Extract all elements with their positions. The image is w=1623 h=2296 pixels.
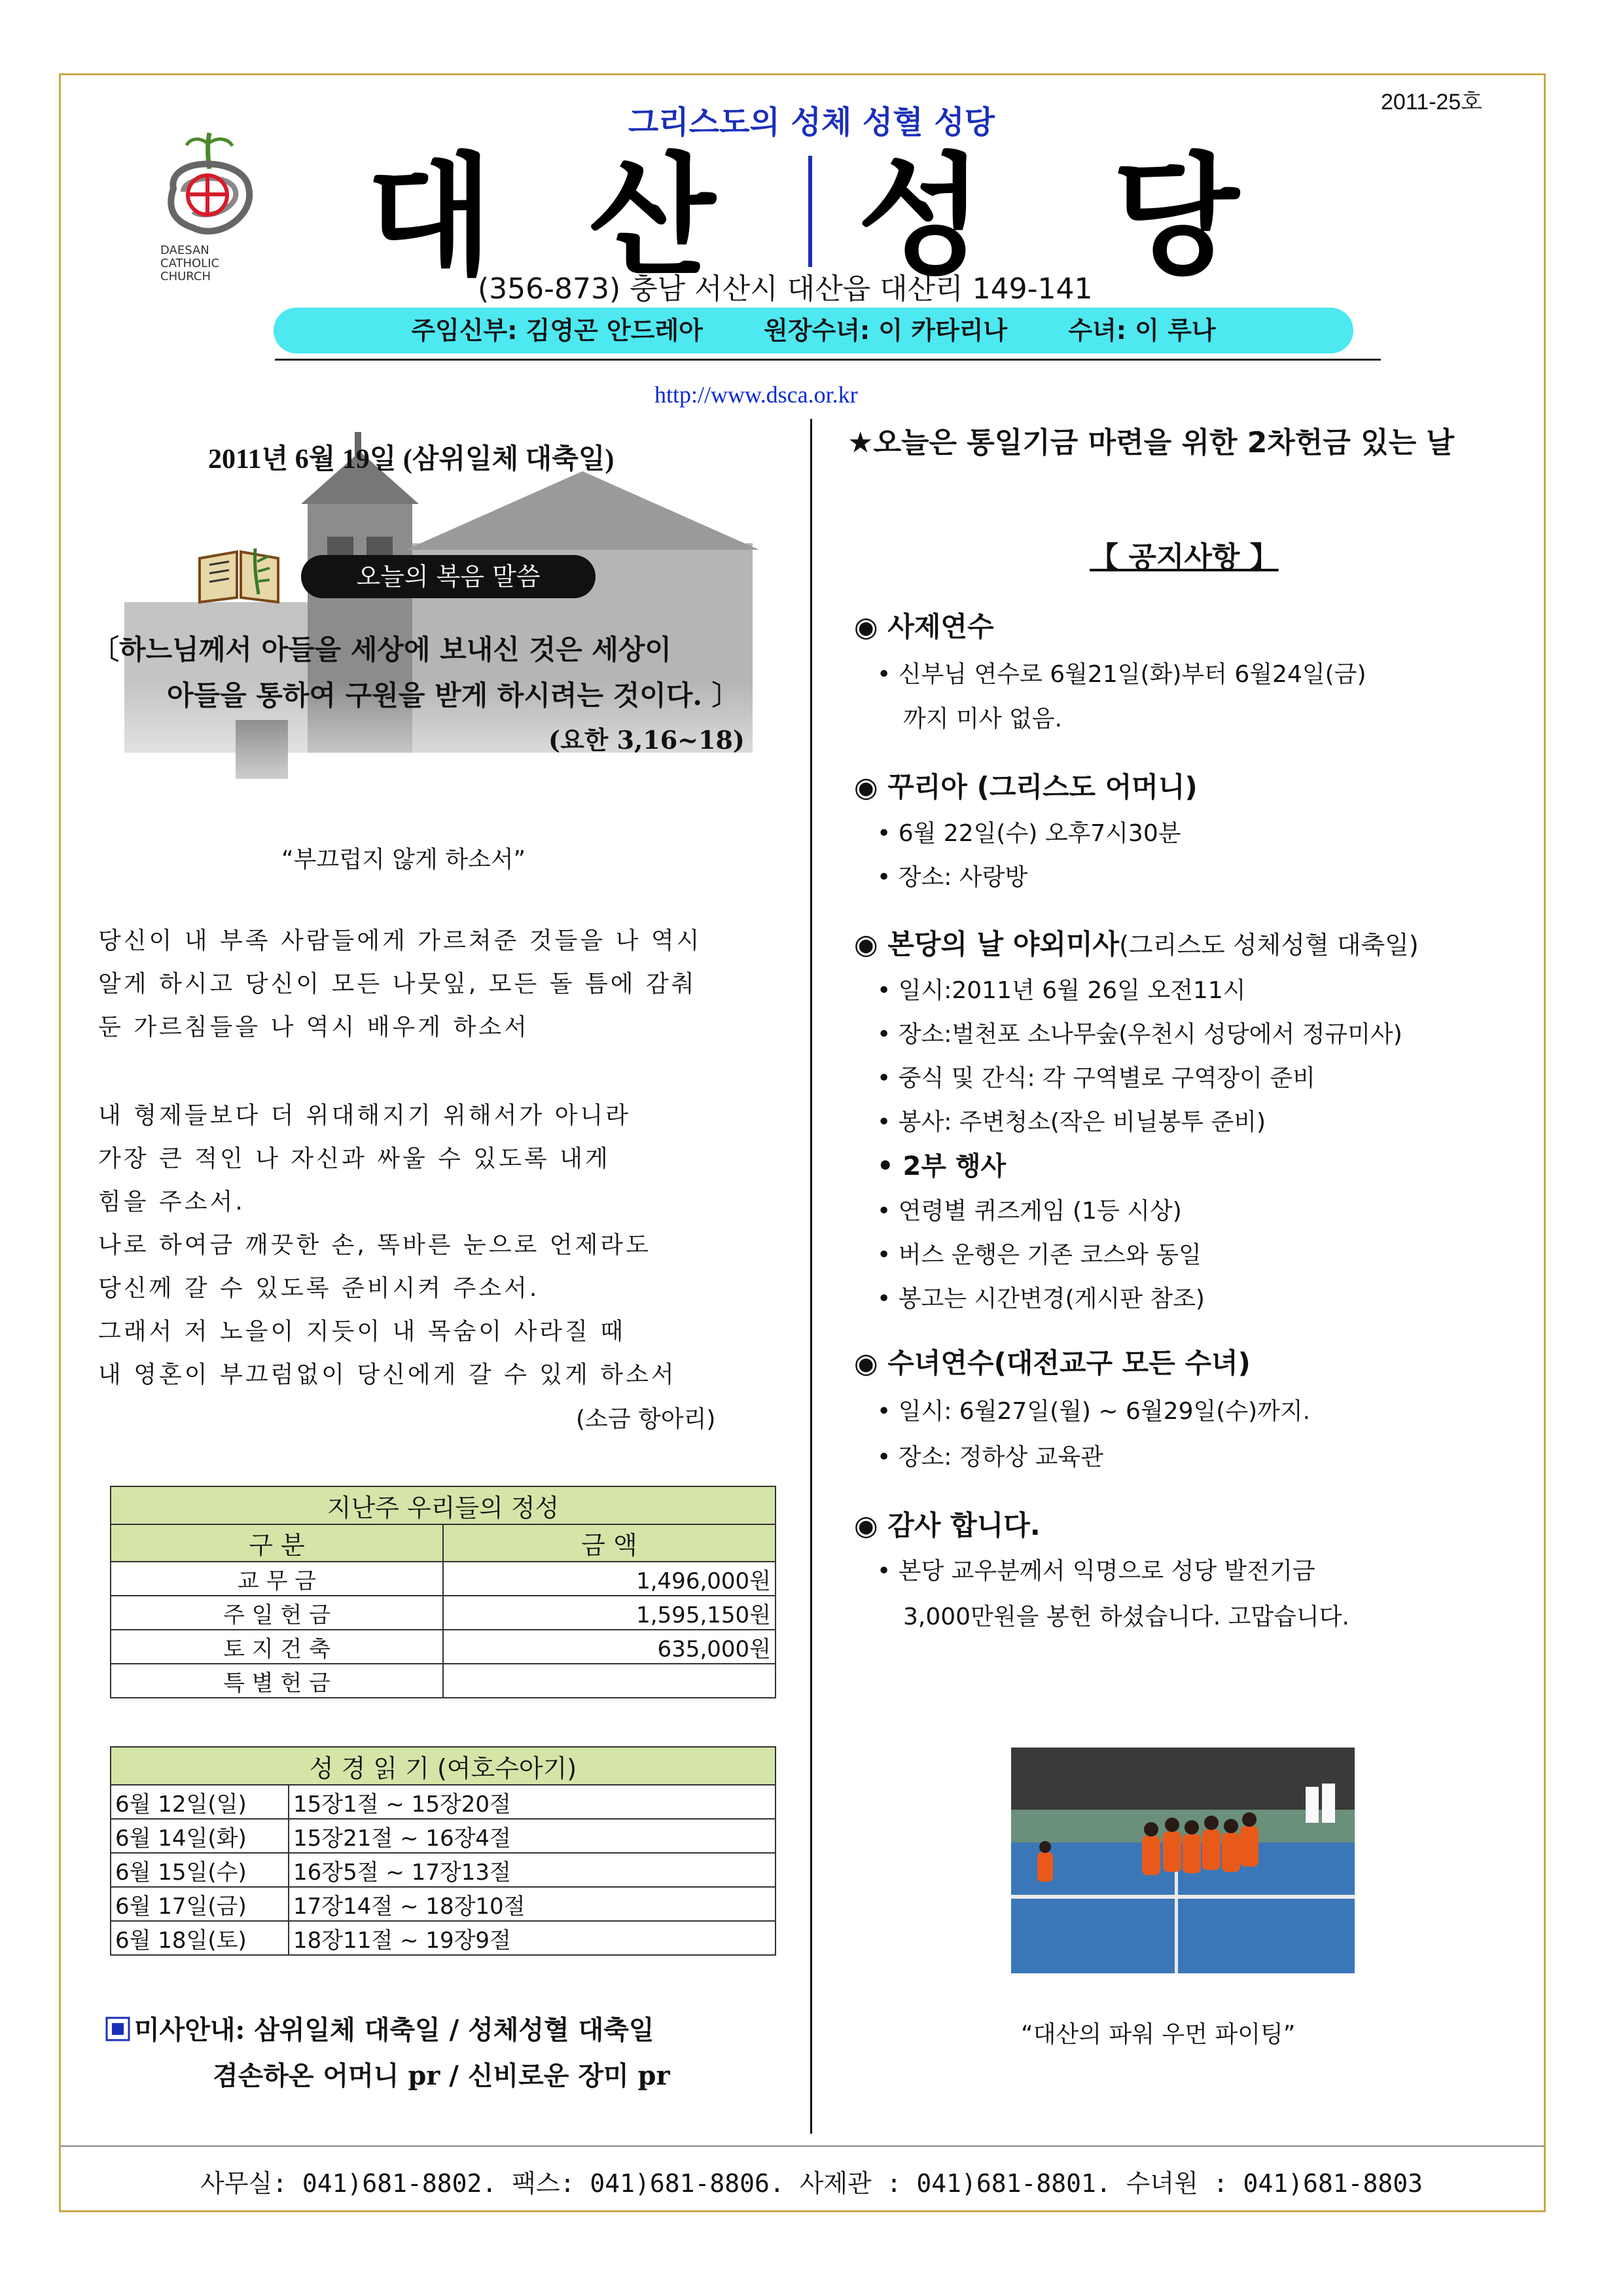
notice-section xyxy=(854,1342,1251,1381)
notice-title: 감사 합니다. xyxy=(887,1509,1041,1541)
notice-item: • 장소:벌천포 소나무숲(우천시 성당에서 정규미사) xyxy=(877,1021,1402,1048)
notice-item-text: 신부님 연수로 6월21일(화)부터 6월24일(금) xyxy=(898,661,1366,688)
title-char-4: 당 xyxy=(1113,141,1240,293)
staff-sister: 수녀: 이 루나 xyxy=(1068,316,1216,345)
notice-title: 수녀연수(대전교구 모든 수녀) xyxy=(887,1347,1251,1379)
notice-title: 꾸리아 (그리스도 어머니) xyxy=(887,771,1198,803)
reading-range: 15장21절 ~ 16장4절 xyxy=(289,1819,776,1853)
logo-text-1: DAESAN xyxy=(160,243,209,257)
footer-rule xyxy=(60,2145,1544,2147)
parish-subtitle: 그리스도의 성체 성혈 성당 xyxy=(628,104,995,141)
church-logo xyxy=(147,130,268,280)
reflection-line: 둔 가르침들을 나 역시 배우게 하소서 xyxy=(98,1014,529,1041)
reflection-line: 그래서 저 노을이 지듯이 내 목숨이 사라질 때 xyxy=(98,1318,626,1345)
notice-section xyxy=(854,1504,1041,1543)
reading-date: 6월 17일(금) xyxy=(111,1887,289,1921)
reflection-line: 알게 하시고 당신이 모든 나뭇잎, 모든 돌 틈에 감춰 xyxy=(98,971,697,997)
reading-date: 6월 18일(토) xyxy=(111,1921,289,1955)
title-char-2: 산 xyxy=(589,141,716,293)
date-line: 2011년 6월 19일 (삼위일체 대축일) xyxy=(208,444,615,475)
notice-item: • 봉사: 주변청소(작은 비닐봉투 준비) xyxy=(877,1109,1266,1136)
notice-item-text: 봉고는 시간변경(게시판 참조) xyxy=(898,1285,1205,1312)
notice-item: • 일시: 6월27일(월) ~ 6월29일(수)까지. xyxy=(877,1398,1311,1425)
square-bullet-icon xyxy=(105,2016,131,2042)
notice-item-text: 버스 운행은 기존 코스와 동일 xyxy=(898,1242,1202,1268)
reading-date: 6월 14일(화) xyxy=(111,1819,289,1853)
table-row xyxy=(111,1853,776,1887)
table-row xyxy=(111,1921,776,1955)
table-row xyxy=(111,1596,776,1630)
target-icon: ◉ xyxy=(854,1509,878,1541)
target-icon: ◉ xyxy=(854,928,878,960)
event-photo xyxy=(1011,1748,1355,1973)
reflection-line: 내 영혼이 부끄럼없이 당신에게 갈 수 있게 하소서 xyxy=(98,1361,677,1388)
offering-amount: 635,000원 xyxy=(443,1630,776,1664)
table-row xyxy=(111,1562,776,1596)
gospel-badge: 오늘의 복음 말씀 xyxy=(301,555,596,598)
staff-pastor: 주임신부: 김영곤 안드레아 xyxy=(411,316,703,345)
table-row xyxy=(111,1664,776,1698)
reflection-line: 힘을 주소서. xyxy=(98,1189,245,1215)
notice-section xyxy=(854,605,994,645)
target-icon: ◉ xyxy=(854,771,878,803)
notice-item: • 장소: 사랑방 xyxy=(877,864,1028,891)
table-row xyxy=(111,1887,776,1921)
table-row xyxy=(111,1630,776,1664)
offering-label: 특 별 헌 금 xyxy=(111,1664,443,1698)
logo-text-2: CATHOLIC xyxy=(160,257,220,270)
gospel-line-1: 〔하느님께서 아들을 세상에 보내신 것은 세상이 xyxy=(92,634,671,666)
offering-amount xyxy=(443,1664,776,1698)
target-icon: ◉ xyxy=(854,1347,878,1379)
offering-table xyxy=(110,1486,776,1698)
staff-superior: 원장수녀: 이 카타리나 xyxy=(764,316,1008,345)
reflection-paragraph-1 xyxy=(98,920,702,1049)
notice-item-text: 장소:벌천포 소나무숲(우천시 성당에서 정규미사) xyxy=(898,1021,1402,1048)
staff-bar xyxy=(274,308,1353,353)
issue-number: 2011-25호 xyxy=(1381,90,1483,115)
header-rule xyxy=(275,359,1381,361)
reading-range: 17장14절 ~ 18장10절 xyxy=(289,1887,776,1921)
notice-section xyxy=(854,766,1198,805)
notice-item-text: 장소: 사랑방 xyxy=(898,864,1028,891)
notice-item: • 연령별 퀴즈게임 (1등 시상) xyxy=(877,1198,1182,1225)
title-char-3: 성 xyxy=(857,141,984,293)
mass-info-line-1: 미사안내: 삼위일체 대축일 / 성체성혈 대축일 xyxy=(134,2015,654,2045)
bible-reading-title: 성 경 읽 기 (여호수아기) xyxy=(111,1747,776,1785)
reflection-source: (소금 항아리) xyxy=(576,1406,716,1433)
reading-range: 16장5절 ~ 17장13절 xyxy=(289,1853,776,1887)
offering-amount: 1,595,150원 xyxy=(443,1596,776,1630)
church-address: (356-873) 충남 서산시 대산읍 대산리 149-141 xyxy=(478,272,1093,306)
notice-item: • 일시:2011년 6월 26일 오전11시 xyxy=(877,977,1246,1004)
mass-info-line-2: 겸손하온 어머니 pr / 신비로운 장미 pr xyxy=(213,2060,670,2091)
notice-item: • 신부님 연수로 6월21일(화)부터 6월24일(금) xyxy=(877,661,1366,688)
offering-amount: 1,496,000원 xyxy=(443,1562,776,1596)
photo-caption: “대산의 파워 우먼 파이팅” xyxy=(1021,2021,1296,2048)
reflection-line: 내 형제들보다 더 위대해지기 위해서가 아니라 xyxy=(98,1102,631,1129)
notice-item-text: 봉사: 주변청소(작은 비닐봉투 준비) xyxy=(898,1109,1266,1136)
notice-title: 본당의 날 야외미사 xyxy=(887,928,1120,960)
notice-title: 사제연수 xyxy=(887,611,994,643)
notice-item-text: 일시: 6월27일(월) ~ 6월29일(수)까지. xyxy=(898,1398,1311,1425)
logo-text-3: CHURCH xyxy=(160,270,211,280)
reading-date: 6월 12일(일) xyxy=(111,1785,289,1819)
reading-date: 6월 15일(수) xyxy=(111,1853,289,1887)
notice-item: • 중식 및 간식: 각 구역별로 구역장이 준비 xyxy=(877,1065,1315,1092)
gospel-line-2: 아들을 통하여 구원을 받게 하시려는 것이다. 〕 xyxy=(167,679,740,711)
reading-range: 18장11절 ~ 19장9절 xyxy=(289,1921,776,1955)
notice-item-text: 장소: 정하상 교육관 xyxy=(898,1444,1103,1471)
notice-item-text: 6월 22일(수) 오후7시30분 xyxy=(898,820,1181,847)
offering-table-title: 지난주 우리들의 정성 xyxy=(111,1486,776,1524)
notice-item-text: 중식 및 간식: 각 구역별로 구역장이 준비 xyxy=(898,1065,1315,1092)
gospel-reference: (요한 3,16~18) xyxy=(548,725,745,755)
target-icon: ◉ xyxy=(854,611,878,643)
table-row xyxy=(111,1819,776,1853)
column-divider xyxy=(810,419,812,2134)
notice-item-continuation: 까지 미사 없음. xyxy=(903,706,1062,732)
reflection-line: 나로 하여금 깨끗한 손, 똑바른 눈으로 언제라도 xyxy=(98,1232,651,1259)
notice-subtitle: (그리스도 성체성혈 대축일) xyxy=(1119,931,1419,960)
reflection-line: 당신이 내 부족 사람들에게 가르쳐준 것들을 나 역시 xyxy=(98,927,702,954)
offering-label: 주 일 헌 금 xyxy=(111,1596,443,1630)
notice-item-text: 연령별 퀴즈게임 (1등 시상) xyxy=(898,1198,1182,1225)
offering-label: 토 지 건 축 xyxy=(111,1630,443,1664)
offering-col-amount: 금 액 xyxy=(443,1524,776,1562)
notices-title: 【 공지사항 】 xyxy=(1090,541,1279,574)
contact-footer: 사무실: 041)681-8802. 팩스: 041)681-8806. 사제관 : 041)681-8801. 수녀원 : 041)681-8803 xyxy=(200,2169,1423,2198)
headline: ★오늘은 통일기금 마련을 위한 2차헌금 있는 날 xyxy=(847,426,1455,459)
table-row xyxy=(111,1785,776,1819)
notice-item: • 장소: 정하상 교육관 xyxy=(877,1444,1103,1471)
notice-item-text: 본당 교우분께서 익명으로 성당 발전기금 xyxy=(898,1558,1315,1585)
notice-item: • 6월 22일(수) 오후7시30분 xyxy=(877,820,1181,847)
website-link[interactable]: http://www.dsca.or.kr xyxy=(654,382,858,408)
notice-item-text: 일시:2011년 6월 26일 오전11시 xyxy=(898,977,1246,1004)
reflection-line: 당신께 갈 수 있도록 준비시켜 주소서. xyxy=(98,1275,540,1302)
title-char-1: 대 xyxy=(366,141,493,293)
notice-item: • 버스 운행은 기존 코스와 동일 xyxy=(877,1242,1202,1268)
reflection-line: 가장 큰 적인 나 자신과 싸울 수 있도록 내게 xyxy=(98,1145,611,1172)
bible-icon xyxy=(196,542,281,607)
notice-item: • 봉고는 시간변경(게시판 참조) xyxy=(877,1285,1205,1312)
notice-item: • 2부 행사 xyxy=(877,1151,1007,1181)
notice-item-text: 2부 행사 xyxy=(902,1151,1007,1181)
title-divider xyxy=(808,156,812,267)
notice-item: • 본당 교우분께서 익명으로 성당 발전기금 xyxy=(877,1558,1315,1585)
notice-section xyxy=(854,923,1419,962)
reflection-paragraph-2 xyxy=(98,1094,677,1397)
reflection-title: “부끄럽지 않게 하소서” xyxy=(281,846,526,873)
reading-range: 15장1절 ~ 15장20절 xyxy=(289,1785,776,1819)
bible-reading-table xyxy=(110,1746,776,1956)
offering-label: 교 무 금 xyxy=(111,1562,443,1596)
offering-col-category: 구 분 xyxy=(111,1524,443,1562)
notice-item-continuation: 3,000만원을 봉헌 하셨습니다. 고맙습니다. xyxy=(903,1604,1349,1630)
